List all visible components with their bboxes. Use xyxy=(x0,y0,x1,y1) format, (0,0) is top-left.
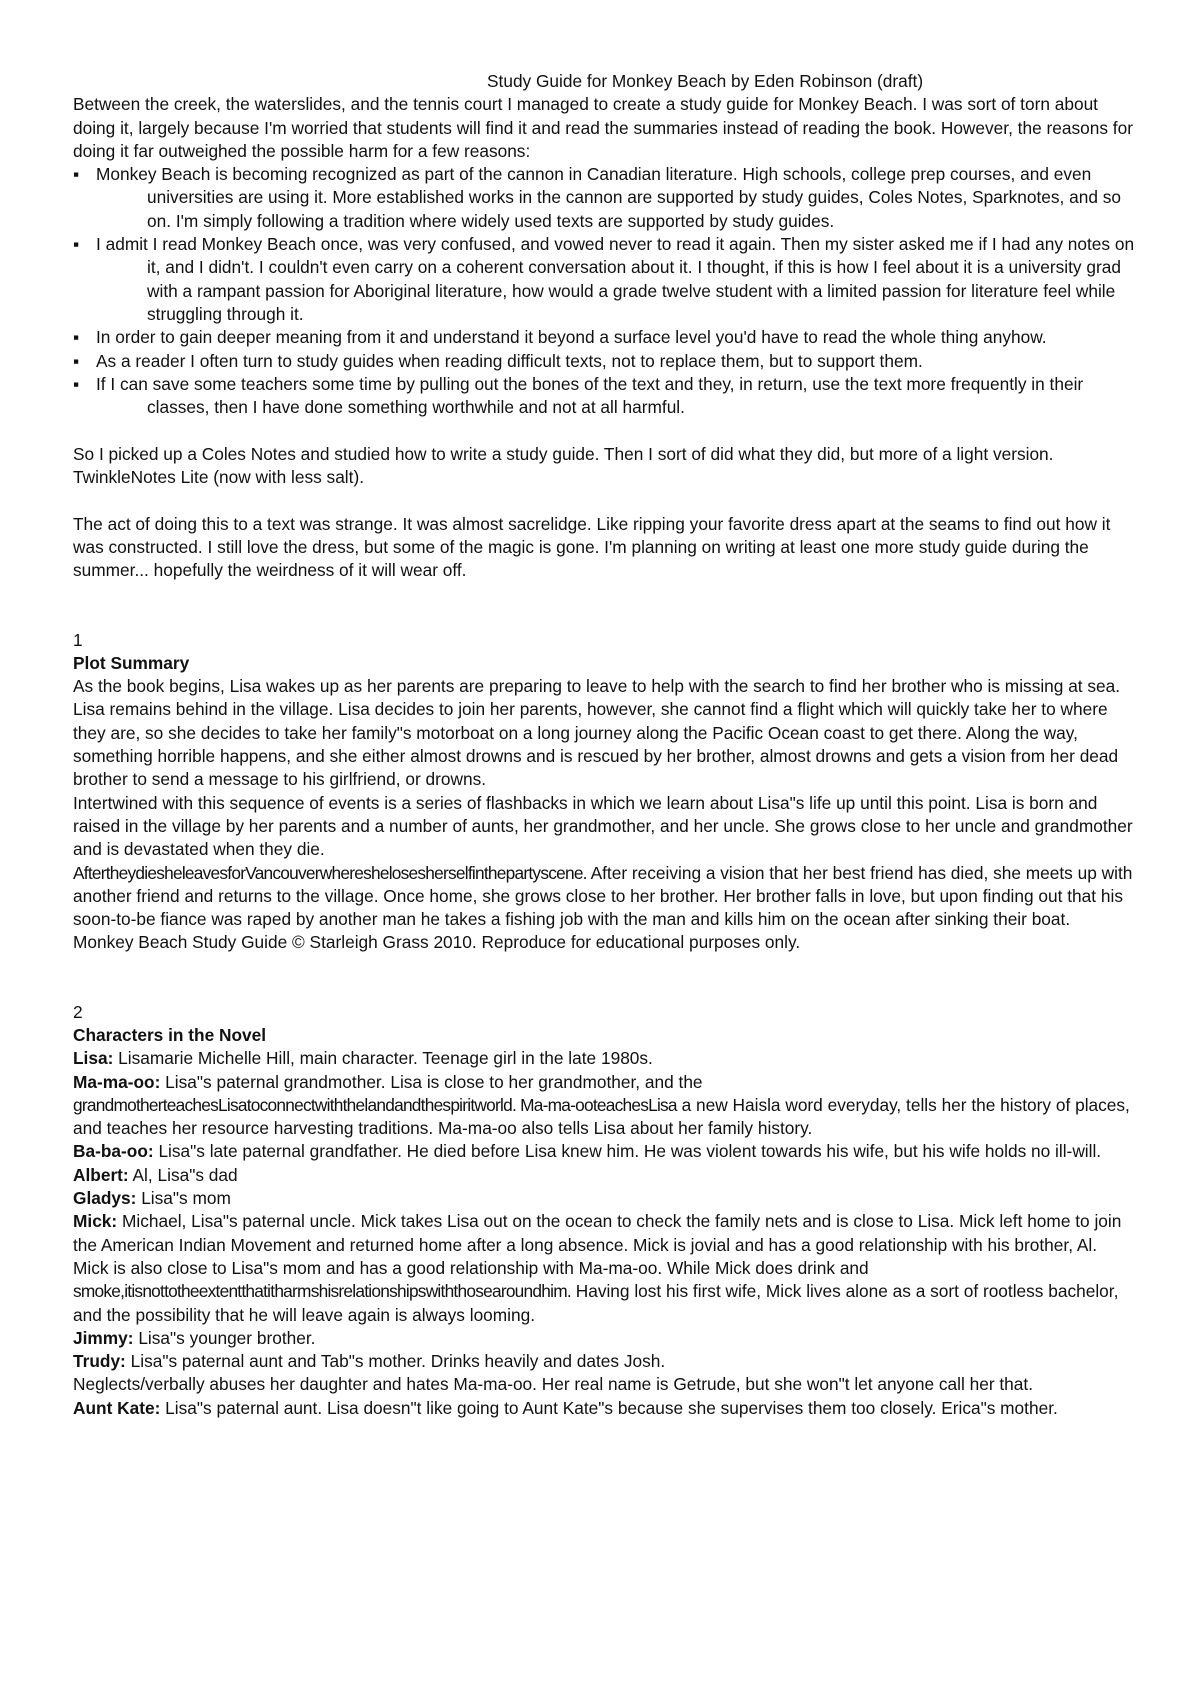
spacer xyxy=(73,419,1135,442)
page-number: 2 xyxy=(73,1001,83,1022)
document-page xyxy=(73,70,1135,1420)
section-gap xyxy=(73,583,1135,629)
plot-paragraph: AftertheydiesheleavesforVancouverwhereshelosesherselfinthepartyscene. After receiving a vision that her best friend has died, she meets up with another friend and returns to the village. Once home, she grows close to her brother. Her brother falls in love, but upon finding out that his soon-to-be fiance was raped by another man he takes a fishing job with the man and kills him on the ocean after sinking their boat. xyxy=(73,862,1133,930)
character-entry: Albert: Al, Lisa"s dad xyxy=(73,1164,238,1185)
section-heading: Plot Summary xyxy=(73,652,190,673)
bullet-icon: ▪ xyxy=(73,164,80,185)
character-entry: Gladys: Lisa"s mom xyxy=(73,1188,231,1209)
plot-paragraph: As the book begins, Lisa wakes up as her parents are preparing to leave to help with the search to find her brother who is missing at sea. Lisa remains behind in the village. Lisa decides to join her parents, however, she cannot find a flight which will quickly take her to where they are, so she decides to take her family"s motorboat on a long journey along the Pacific Ocean coast to get there. Along the way, something horrible happens, and she either almost drowns and is rescued by her brother, almost drowns and gets a vision from her dead brother to send a message to his girlfriend, or drowns. xyxy=(73,676,1121,790)
list-item: ▪ Monkey Beach is becoming recognized as part of the cannon in Canadian literature. High schools, college prep courses, and even universities are using it. More established works in the cannon are supported by study guides, Coles Notes, Sparknotes, and so on. I'm simply following a tradition where widely used texts are supported by study guides. xyxy=(73,164,1122,231)
bullet-icon: ▪ xyxy=(73,373,80,394)
character-entry: Ma-ma-oo: Lisa"s paternal grandmother. Lisa is close to her grandmother, and the grandmotherteachesLisatoconnectwiththelandandthespiritworld. Ma-ma-ooteachesLisa a new Haisla word everyday, tells her the history of places, and teaches her resource harvesting traditions. Ma-ma-oo also tells Lisa about her family history. xyxy=(73,1071,1130,1139)
section-heading: Characters in the Novel xyxy=(73,1024,267,1045)
reasons-list xyxy=(73,163,1135,419)
character-entry: Lisa: Lisamarie Michelle Hill, main character. Teenage girl in the late 1980s. xyxy=(73,1048,653,1069)
character-entry-continued: Neglects/verbally abuses her daughter and hates Ma-ma-oo. Her real name is Getrude, but she won"t let anyone call her that. xyxy=(73,1374,1034,1395)
list-item: ▪ As a reader I often turn to study guides when reading difficult texts, not to replace them, but to support them. xyxy=(73,350,1135,373)
character-entry: Mick: Michael, Lisa"s paternal uncle. Mick takes Lisa out on the ocean to check the family nets and is close to Lisa. Mick left home to join the American Indian Movement and returned home after a long absence. Mick is jovial and has a good relationship with his brother, Al. Mick is also close to Lisa"s mom and has a good relationship with Ma-ma-oo. While Mick does drink and smoke,itisnottotheextentthatitharmshisrelationshipswiththosearoundhim. Having lost his first wife, Mick lives alone as a sort of rootless bachelor, and the possibility that he will leave again is always looming. xyxy=(73,1211,1122,1325)
character-entry: Trudy: Lisa"s paternal aunt and Tab"s mother. Drinks heavily and dates Josh. xyxy=(73,1351,666,1372)
dress-paragraph: The act of doing this to a text was strange. It was almost sacrelidge. Like ripping your favorite dress apart at the seams to find out how it was constructed. I still love the dress, but some of the magic is gone. I'm planning on writing at least one more study guide during the summer... hopefully the weirdness of it will wear off. xyxy=(73,513,1111,581)
list-item: ▪ I admit I read Monkey Beach once, was very confused, and vowed never to read it again. Then my sister asked me if I had any notes on it, and I didn't. I couldn't even carry on a coherent conversation about it. I thought, if this is how I feel about it is a university grad with a rampant passion for Aboriginal literature, how would a grade twelve student with a limited passion for literature feel while struggling through it. xyxy=(73,234,1135,324)
section-gap xyxy=(73,955,1135,1001)
coles-paragraph: So I picked up a Coles Notes and studied how to write a study guide. Then I sort of did what they did, but more of a light version. TwinkleNotes Lite (now with less salt). xyxy=(73,443,1054,488)
bullet-icon: ▪ xyxy=(73,234,80,255)
list-item: ▪ In order to gain deeper meaning from it and understand it beyond a surface level you'd have to read the whole thing anyhow. xyxy=(73,326,1135,349)
intro-paragraph: Between the creek, the waterslides, and the tennis court I managed to create a study guide for Monkey Beach. I was sort of torn about doing it, largely because I'm worried that students will find it and read the summaries instead of reading the book. However, the reasons for doing it far outweighed the possible harm for a few reasons: xyxy=(73,94,1133,161)
document-title: Study Guide for Monkey Beach by Eden Robinson (draft) xyxy=(487,71,924,91)
character-entry: Jimmy: Lisa"s younger brother. xyxy=(73,1327,316,1348)
copyright-footer: Monkey Beach Study Guide © Starleigh Grass 2010. Reproduce for educational purposes only. xyxy=(73,932,801,953)
spacer xyxy=(73,489,1135,512)
bullet-icon: ▪ xyxy=(73,350,80,371)
plot-paragraph: Intertwined with this sequence of events is a series of flashbacks in which we learn about Lisa"s life up until this point. Lisa is born and raised in the village by her parents and a number of aunts, her grandmother, and her uncle. She grows close to her uncle and grandmother and is devastated when they die. xyxy=(73,792,1133,860)
character-entry: Ba-ba-oo: Lisa"s late paternal grandfather. He died before Lisa knew him. He was violent towards his wife, but his wife holds no ill-will. xyxy=(73,1141,1102,1162)
character-entry: Aunt Kate: Lisa"s paternal aunt. Lisa doesn"t like going to Aunt Kate"s because she supervises them too closely. Erica"s mother. xyxy=(73,1397,1058,1418)
bullet-icon: ▪ xyxy=(73,327,80,348)
list-item: ▪ If I can save some teachers some time by pulling out the bones of the text and they, in return, use the text more frequently in their classes, then I have done something worthwhile and not at all harmful. xyxy=(73,373,1084,418)
page-number: 1 xyxy=(73,629,83,650)
